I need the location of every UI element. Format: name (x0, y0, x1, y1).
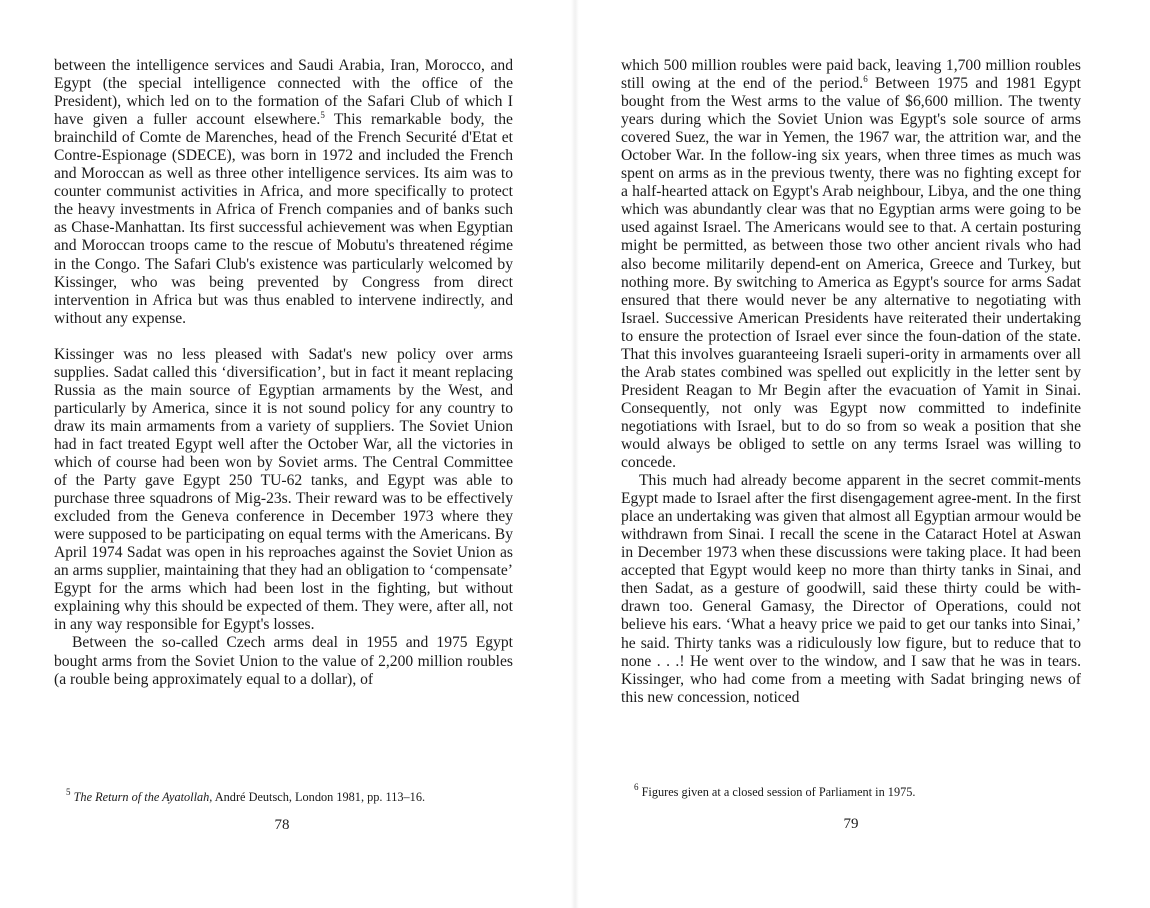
paragraph-text: which 500 million roubles were paid back, leaving 1,700 million roubles still owing at the end of the period. (621, 57, 1081, 93)
paragraph: Between the so-called Czech arms deal in 1955 and 1975 Egypt bought arms from the Soviet Union to the value of 2,200 million roubles (a rouble being approximately equal to a dollar), of (54, 634, 513, 688)
paragraph-text-continued: This remarkable body, the brainchild of Comte de Marenches, head of the French Securité d'Etat et Contre-Espionage (SDECE), was born in 1972 and included the French and Moroccan as well as three other intelligence services. Its aim was to counter communist activities in Africa, and more specifically to protect the heavy investments in Africa of French companies and of banks such as Chase-Manhattan. Its first successful achievement was when Egyptian and Moroccan troops came to the rescue of Mobutu's threatened régime in the Congo. The Safari Club's existence was particularly welcomed by Kissinger, who was being prevented by Congress from direct intervention in Africa but was thus enabled to intervene indirectly, and without any expense. (54, 111, 513, 327)
footnote-reference: 6 (863, 74, 868, 85)
footnote-reference: 5 (320, 110, 325, 121)
paragraph-text: between the intelligence services and Saudi Arabia, Iran, Morocco, and Egypt (the special intelligence connected with the office of the President), which led on to the formation of the Safari Club of which I have given a fuller account elsewhere. (54, 57, 513, 129)
paragraph-text-continued: Between 1975 and 1981 Egypt bought from the West arms to the value of $6,600 million. The twenty years during which the Soviet Union was Egypt's sole source of arms covered Suez, the war in Yemen, the 1967 war, the attrition war, and the October War. In the follow-ing six years, when three times as much was spent on arms as in the previous twenty, there was no fighting except for a half-hearted attack on Egypt's Arab neighbour, Libya, and the one thing which was abundantly clear was that no Egyptian arms were going to be used against Israel. The Americans would see to that. A certain posturing might be permitted, as between those two other ancient rivals who had also become militarily depend-ent on America, Greece and Turkey, but nothing more. By switching to America as Egypt's source for arms Sadat ensured that there would never be any alternative to negotiating with Israel. Successive American Presidents have reiterated their undertaking to ensure the protection of Israel ever since the foun-dation of the state. That this involves guaranteeing Israeli superi-ority in armaments over all the Arab states combined was spelled out explicitly in the letter sent by President Reagan to Mr Begin after the evacuation of Yamit in Sinai. Consequently, not only was Egypt now committed to indefinite negotiations with Israel, but to do so from so weak a position that she would always be obliged to settle on any terms Israel was willing to concede. (621, 75, 1081, 472)
page-number: 78 (274, 817, 290, 833)
footnote-text: André Deutsch, London 1981, pp. 113–16. (212, 790, 426, 804)
footnote-number: 6 (634, 782, 639, 792)
footnote (66, 787, 526, 805)
paragraph (54, 57, 513, 328)
paragraph: This much had already become apparent in the secret commit-ments Egypt made to Israel after the first disengagement agree-ment. In the first place an undertaking was given that almost all Egyptian armour would be withdrawn from Sinai. I recall the scene in the Cataract Hotel at Aswan in December 1973 when these discussions were taking place. It had been accepted that Egypt would keep no more than thirty tanks in Sinai, and then Sadat, as a gesture of goodwill, said these thirty could be with-drawn too. General Gamasy, the Director of Operations, could not believe his ears. ‘What a heavy price we paid to get our tanks into Sinai,’ he said. Thirty tanks was a ridiculously low figure, but to reduce that to none . . .! He went over to the window, and I saw that he was in tears. Kissinger, who had come from a meeting with Sadat bringing news of this new concession, noticed (621, 472, 1081, 706)
page-number: 79 (843, 816, 859, 832)
paragraph: Kissinger was no less pleased with Sadat's new policy over arms supplies. Sadat called this ‘diversification’, but in fact it meant replacing Russia as the main source of Egyptian armaments by the West, and particularly by America, since it is not sound policy for any country to draw its main armaments from a variety of suppliers. The Soviet Union had in fact treated Egypt well after the October War, all the victories in which of course had been won by Soviet arms. The Central Committee of the Party gave Egypt 250 TU-62 tanks, and Egypt was able to purchase three squadrons of Mig-23s. Their reward was to be effectively excluded from the Geneva conference in December 1973 where they were supposed to be participating on equal terms with the Americans. By April 1974 Sadat was open in his reproaches against the Soviet Union as an arms supplier, maintaining that they had an obligation to ‘compensate’ Egypt for the arms which had been lost in the fighting, but without explaining why this should be expected of them. They were, after all, not in any way responsible for Egypt's losses. (54, 345, 513, 634)
footnote-number: 5 (66, 787, 71, 797)
right-page (575, 0, 1150, 908)
footnote (634, 782, 1094, 800)
right-page-body (621, 57, 1081, 707)
footnote-book-title: The Return of the Ayatollah, (73, 790, 213, 804)
left-page-body (54, 57, 513, 689)
footnote-text: Figures given at a closed session of Parliament in 1975. (638, 785, 916, 799)
paragraph (621, 57, 1081, 472)
